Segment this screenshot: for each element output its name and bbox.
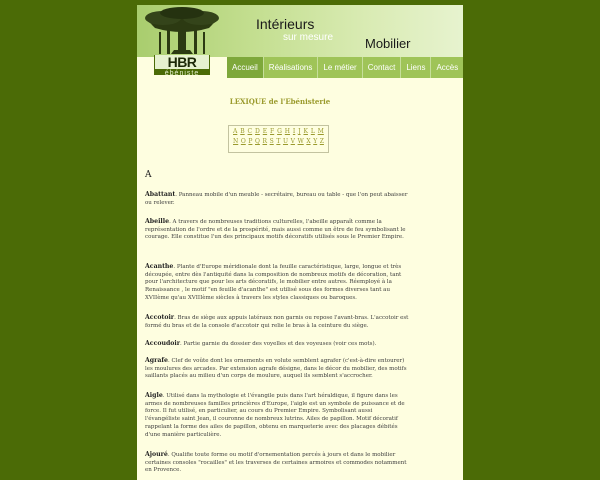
section-letter: A [145, 170, 152, 180]
alphabet-link-a[interactable]: A [233, 128, 238, 135]
alphabet-link-y[interactable]: Y [313, 138, 318, 145]
nav-item-contact[interactable]: Contact [363, 57, 402, 78]
alphabet-link-n[interactable]: N [233, 138, 239, 145]
entry-definition: . A travers de nombreuses traditions culturelles, l'abeille apparaît comme la représentation de l'ordre et de la prospérité, mais aussi comme un être de feu symbolisant le courage. Elle constitue l'un des principaux motifs décoratifs utilisés sous le Premier Empire. [145, 219, 406, 241]
alphabet-link-k[interactable]: K [303, 128, 308, 135]
alphabet-row-2 [233, 137, 324, 147]
entry-term: Agrafe [145, 357, 168, 364]
entry-term: Abeille [145, 218, 170, 225]
glossary-entry [145, 191, 409, 207]
header-interieurs: Intérieurs [256, 16, 315, 32]
tree-logo-icon [141, 6, 223, 58]
alphabet-link-q[interactable]: Q [255, 138, 260, 145]
alphabet-link-x[interactable]: X [306, 138, 311, 145]
entry-definition: . Panneau mobile d'un meuble - secrétaire, bureau ou table - que l'on peut abaisser ou relever. [145, 192, 408, 206]
entry-definition: . Clef de voûte dont les ornements en volute semblent agrafer (c'est-à-dire entourer) les moulures des arcades. Par extension agrafe désigne, dans le décor du mobilier, des motifs saillants placés au milieu d'un corps de moulure, auquel ils semblent s'accrocher. [145, 358, 407, 380]
logo-hbr[interactable]: HBR [155, 55, 209, 69]
nav-item-liens[interactable]: Liens [401, 57, 431, 78]
alphabet-link-e[interactable]: E [262, 128, 268, 135]
nav-item-acces[interactable]: Accès [431, 57, 463, 78]
alphabet-link-o[interactable]: O [240, 138, 246, 145]
entry-definition: . Plante d'Europe méridionale dont la feuille caractéristique, large, longue et très découpée, entre dès l'antiquité dans la composition de nombreux motifs de décoration, tant pour l'architecture que pour les arts décoratifs, le mobilier entre autres. Réemployé à la Renaissance , le motif "en feuille d'acanthe" est utilisé sous des formes diverses tant au XVIIème qu'au XVIIIème siècles à travers les styles classiques ou baroques. [145, 264, 402, 301]
entry-term: Accotoir [145, 314, 175, 321]
glossary-entry [145, 218, 409, 242]
nav-item-realisations[interactable]: Réalisations [264, 57, 319, 78]
alphabet-row-1 [233, 127, 324, 137]
alphabet-link-h[interactable]: H [284, 128, 290, 135]
alphabet-link-j[interactable]: J [298, 128, 301, 135]
entry-term: Accoudoir [145, 340, 181, 347]
entry-definition: . Utilisé dans la mythologie et l'évangile puis dans l'art héraldique, il figure dans les armes de nombreuses familles princières d'Europe, l'aigle est un symbole de puissance et de force. Il fut utilisé, en particulier, au cours du Premier Empire. Symbolisant aussi l'évangéliste saint Jean, il couronne de nombreux lutrins. Ailes de papillon. Motif décoratif rappelant la forme des ailes de papillon, obtenu en marqueterie avec des placages débités d'une manière particulière. [145, 393, 405, 438]
alphabet-link-c[interactable]: C [247, 128, 253, 135]
alphabet-link-m[interactable]: M [317, 128, 324, 135]
alphabet-index [228, 125, 329, 153]
alphabet-link-w[interactable]: W [297, 138, 304, 145]
main-nav [227, 57, 463, 78]
alphabet-link-v[interactable]: V [290, 138, 295, 145]
glossary-entry [145, 314, 409, 330]
alphabet-link-g[interactable]: G [277, 128, 282, 135]
alphabet-link-t[interactable]: T [276, 138, 281, 145]
entry-term: Abattant [145, 191, 176, 198]
entry-definition: . Bras de siège aux appuis latéraux non garnis ou repose l'avant-bras. L'accotoir est formé du bras et de la console d'accotoir qui relie le bras à la ceinture du siège. [145, 315, 409, 329]
page-title: LEXIQUE de l'Ebénisterie [229, 97, 331, 106]
alphabet-link-r[interactable]: R [262, 138, 268, 145]
entry-definition: . Qualifie toute forme ou motif d'ornementation percés à jours et dans le mobilier certaines consoles "rocailles" et les traverses de certaines armoires et commodes notamment en Provence. [145, 452, 407, 474]
alphabet-link-p[interactable]: P [248, 138, 253, 145]
alphabet-link-b[interactable]: B [240, 128, 245, 135]
glossary-entry [145, 340, 409, 349]
alphabet-link-d[interactable]: D [255, 128, 260, 135]
glossary-entry [145, 357, 409, 381]
page-container [137, 5, 463, 480]
entry-term: Aigle [145, 392, 163, 399]
entry-term: Ajouré [145, 451, 168, 458]
alphabet-link-u[interactable]: U [282, 138, 289, 145]
alphabet-link-i[interactable]: I [292, 128, 296, 135]
header-mobilier: Mobilier [365, 36, 411, 51]
nav-item-le-metier[interactable]: Le métier [318, 57, 362, 78]
alphabet-link-l[interactable]: L [310, 128, 315, 135]
alphabet-link-f[interactable]: F [270, 128, 275, 135]
glossary-entry [145, 451, 409, 475]
logo-subtitle: ébéniste [164, 70, 200, 77]
glossary-entry [145, 263, 409, 303]
entry-definition: . Partie garnie du dossier des voyelles et des voyeuses (voir ces mots). [180, 341, 377, 347]
glossary-entry [145, 392, 409, 439]
entry-term: Acanthe [145, 263, 174, 270]
header-sur-mesure: sur mesure [283, 32, 334, 43]
site-header [137, 5, 463, 57]
main-content [145, 95, 409, 474]
nav-item-accueil[interactable]: Accueil [227, 57, 264, 78]
alphabet-link-z[interactable]: Z [319, 138, 324, 145]
alphabet-link-s[interactable]: S [269, 138, 274, 145]
